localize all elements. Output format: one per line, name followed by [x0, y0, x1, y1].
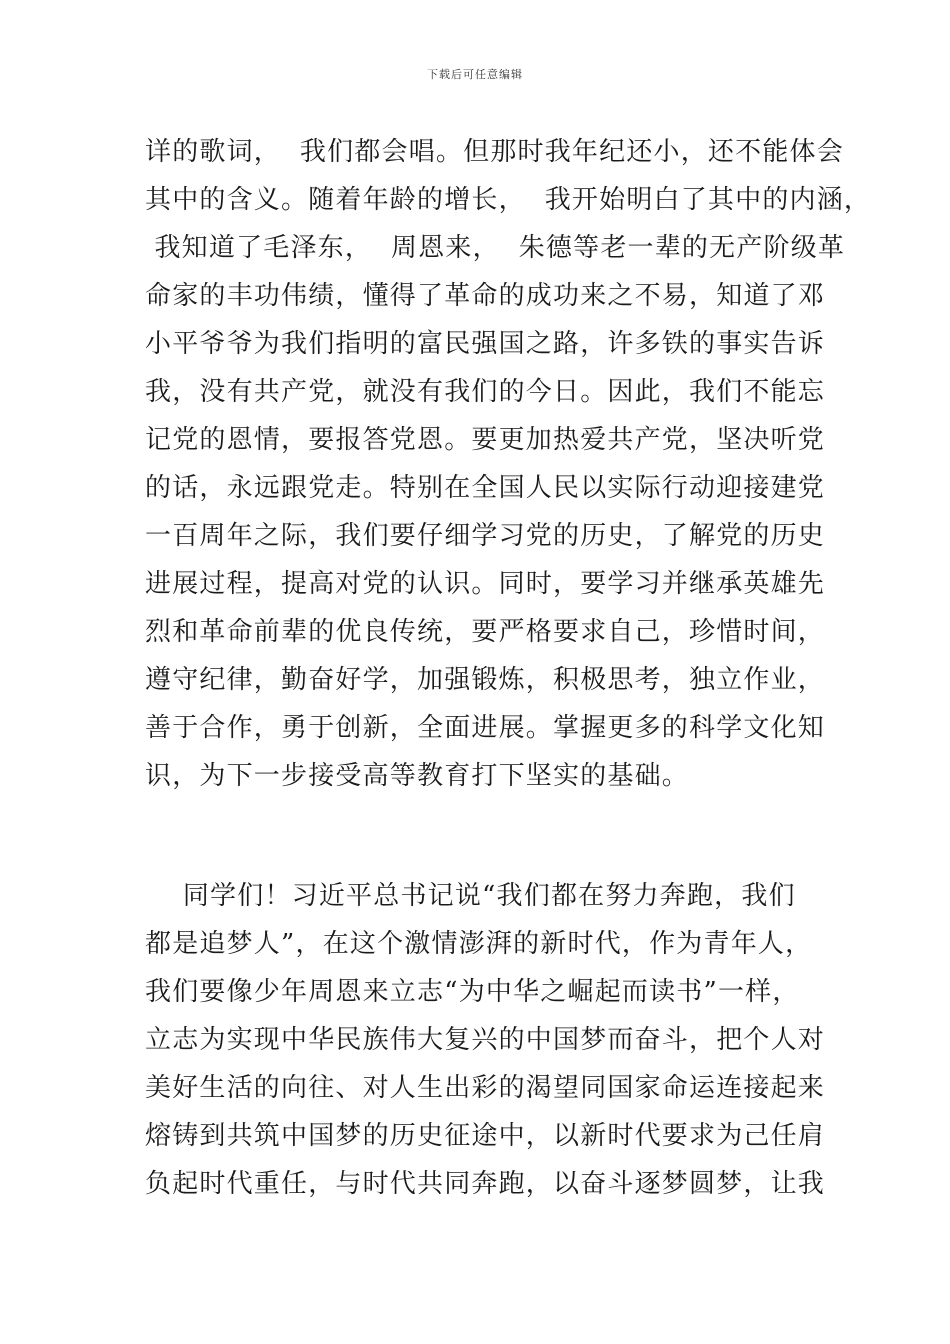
text-line: 记党的恩情，要报答党恩。要更加热爱共产党，坚决听党	[145, 425, 826, 455]
text-line: 立志为实现中华民族伟大复兴的中国梦而奋斗，把个人对	[145, 1025, 826, 1055]
text-line: 详的歌词， 我们都会唱。但那时我年纪还小，还不能体会	[145, 137, 844, 167]
text-line: 的话，永远跟党走。特别在全国人民以实际行动迎接建党	[145, 473, 826, 503]
text-line: 都是追梦人”，在这个激情澎湃的新时代，作为青年人，	[145, 929, 813, 959]
text-line: 进展过程，提高对党的认识。同时，要学习并继承英雄先	[145, 569, 826, 599]
text-line: 我，没有共产党，就没有我们的今日。因此，我们不能忘	[145, 377, 826, 407]
text-line: 烈和革命前辈的优良传统，要严格要求自己，珍惜时间，	[145, 617, 826, 647]
text-line: 小平爷爷为我们指明的富民强国之路，许多铁的事实告诉	[145, 329, 826, 359]
text-line: 命家的丰功伟绩，懂得了革命的成功来之不易，知道了邓	[145, 281, 826, 311]
text-line: 我知道了毛泽东， 周恩来， 朱德等老一辈的无产阶级革	[145, 233, 846, 263]
text-line: 负起时代重任，与时代共同奔跑，以奋斗逐梦圆梦，让我	[145, 1169, 826, 1199]
text-line: 我们要像少年周恩来立志“为中华之崛起而读书”一样，	[145, 977, 800, 1007]
text-line: 其中的含义。随着年龄的增长， 我开始明白了其中的内涵，	[145, 185, 872, 215]
header-note: 下载后可任意编辑	[427, 68, 523, 81]
text-line: 遵守纪律，勤奋好学，加强锻炼，积极思考，独立作业，	[145, 665, 826, 695]
text-line: 同学们！习近平总书记说“我们都在努力奔跑，我们	[145, 881, 796, 911]
paragraph-1	[145, 128, 872, 800]
text-line: 熔铸到共筑中国梦的历史征途中，以新时代要求为己任肩	[145, 1121, 826, 1151]
text-line: 一百周年之际，我们要仔细学习党的历史，了解党的历史	[145, 521, 826, 551]
text-line: 识，为下一步接受高等教育打下坚实的基础。	[145, 761, 690, 791]
text-line: 善于合作，勇于创新，全面进展。掌握更多的科学文化知	[145, 713, 826, 743]
paragraph-2	[145, 872, 825, 1208]
text-line: 美好生活的向往、对人生出彩的渴望同国家命运连接起来	[145, 1073, 826, 1103]
